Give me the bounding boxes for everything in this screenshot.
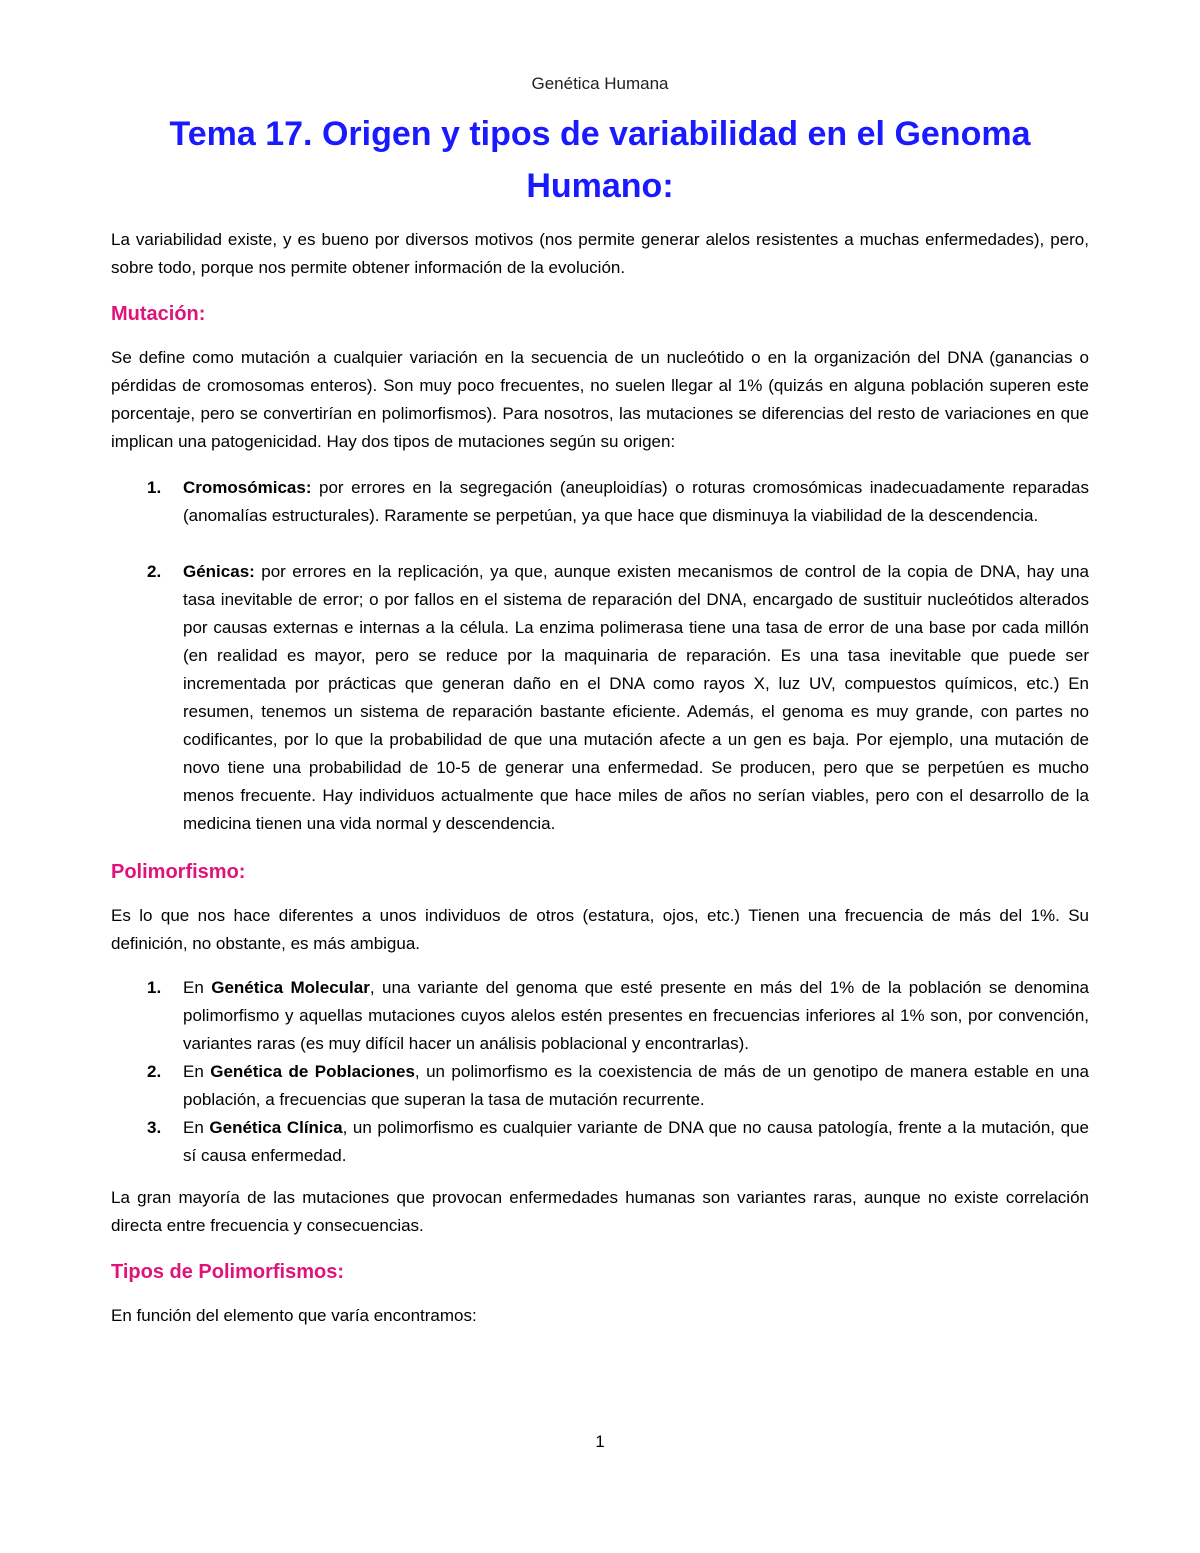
list-item xyxy=(111,474,1089,530)
intro-paragraph: La variabilidad existe, y es bueno por diversos motivos (nos permite generar alelos resistentes a muchas enfermedades), pero, sobre todo, porque nos permite obtener información de la evolución. xyxy=(111,230,1089,277)
page-content xyxy=(111,108,1089,1330)
list-prefix: En xyxy=(183,978,212,997)
polimorfismo-list xyxy=(111,974,1089,1170)
list-term: Genética de Poblaciones xyxy=(210,1062,415,1081)
list-number: 2. xyxy=(147,562,162,581)
list-text: por errores en la replicación, ya que, aunque existen mecanismos de control de la copia de DNA, hay una tasa inevitable de error; o por fallos en el sistema de reparación del DNA, encargado de sustituir nucleótidos alterados por causas externas e internas a la célula. La enzima polimerasa tiene una tasa de error de una base por cada millón (en realidad es mayor, pero se reduce por la maquinaria de reparación. Es una tasa inevitable que puede ser incrementada por prácticas que generan daño en el DNA como rayos X, luz UV, compuestos químicos, etc.) En resumen, tenemos un sistema de reparación bastante eficiente. Además, el genoma es muy grande, con partes no codificantes, por lo que la probabilidad de que una mutación afecte a un gen es baja. Por ejemplo, una mutación de novo tiene una probabilidad de 10-5 de generar una enfermedad. Se producen, pero que se perpetúen es mucho menos frecuente. Hay individuos actualmente que hace miles de años no serían viables, pero con el desarrollo de la medicina tienen una vida normal y descendencia. xyxy=(183,562,1089,833)
mutacion-paragraph: Se define como mutación a cualquier variación en la secuencia de un nucleótido o en la organización del DNA (ganancias o pérdidas de cromosomas enteros). Son muy poco frecuentes, no suelen llegar al 1% (quizás en alguna población superen este porcentaje, pero se convertirían en polimorfismos). Para nosotros, las mutaciones se diferencias del resto de variaciones en que implican una patogenicidad. Hay dos tipos de mutaciones según su origen: xyxy=(111,348,1089,451)
list-item xyxy=(111,1114,1089,1170)
list-text: , una variante del genoma que esté presente en más del 1% de la población se denomina polimorfismo y aquellas mutaciones cuyos alelos estén presentes en frecuencias inferiores al 1% son, por convención, variantes raras (es muy difícil hacer un análisis poblacional y encontrarlas). xyxy=(183,978,1089,1053)
list-term: Genética Clínica xyxy=(209,1118,343,1137)
list-number: 2. xyxy=(147,1062,162,1081)
heading-polimorfismo: Polimorfismo: xyxy=(111,861,246,883)
list-term: Cromosómicas: xyxy=(183,478,312,497)
tipos-paragraph: En función del elemento que varía encontramos: xyxy=(111,1306,477,1325)
list-number: 3. xyxy=(147,1118,162,1137)
list-item xyxy=(111,1058,1089,1114)
list-term: Genética Molecular xyxy=(211,978,370,997)
list-item xyxy=(111,974,1089,1058)
list-number: 1. xyxy=(147,478,162,497)
list-text: , un polimorfismo es cualquier variante de DNA que no causa patología, frente a la mutación, que sí causa enfermedad. xyxy=(183,1118,1089,1165)
polimorfismo-closing: La gran mayoría de las mutaciones que provocan enfermedades humanas son variantes raras, aunque no existe correlación directa entre frecuencia y consecuencias. xyxy=(111,1188,1089,1235)
list-term: Génicas: xyxy=(183,562,255,581)
document-title: Tema 17. Origen y tipos de variabilidad en el Genoma Humano: xyxy=(169,115,1031,205)
list-text: , un polimorfismo es la coexistencia de más de un genotipo de manera estable en una población, a frecuencias que superan la tasa de mutación recurrente. xyxy=(183,1062,1089,1109)
list-prefix: En xyxy=(183,1118,210,1137)
mutacion-list xyxy=(111,474,1089,838)
list-prefix: En xyxy=(183,1062,211,1081)
list-number: 1. xyxy=(147,978,162,997)
heading-mutacion: Mutación: xyxy=(111,303,206,325)
page-header: Genética Humana xyxy=(531,74,669,93)
polimorfismo-paragraph: Es lo que nos hace diferentes a unos individuos de otros (estatura, ojos, etc.) Tienen una frecuencia de más del 1%. Su definición, no obstante, es más ambigua. xyxy=(111,906,1089,953)
page-number: 1 xyxy=(595,1432,605,1451)
list-item xyxy=(111,558,1089,838)
list-text: por errores en la segregación (aneuploidías) o roturas cromosómicas inadecuadamente reparadas (anomalías estructurales). Raramente se perpetúan, ya que hace que disminuya la viabilidad de la descendencia. xyxy=(183,478,1089,525)
heading-tipos: Tipos de Polimorfismos: xyxy=(111,1261,344,1283)
